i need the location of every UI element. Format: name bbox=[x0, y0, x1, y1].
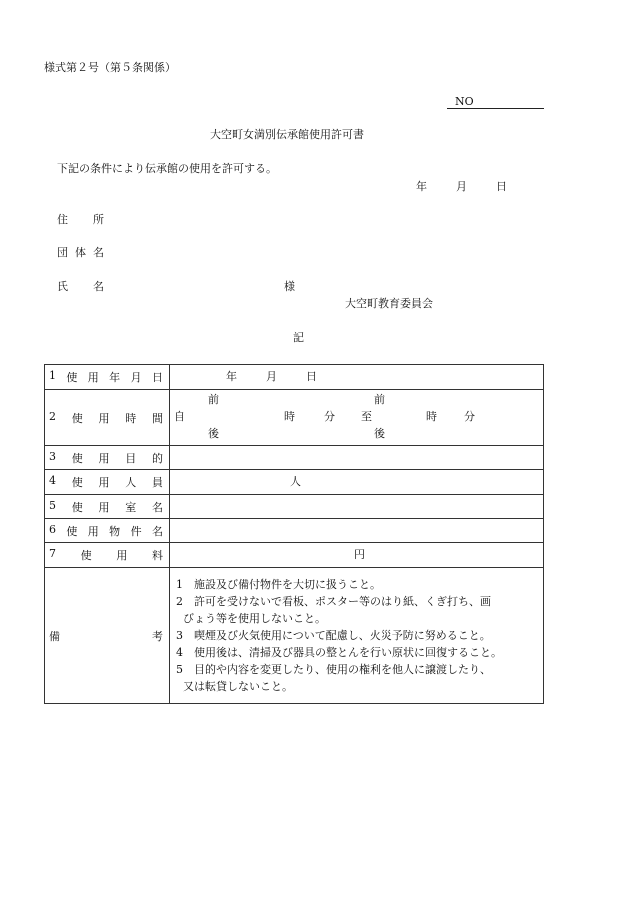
from-minute: 分 bbox=[324, 410, 335, 423]
remark-text-continued: 又は転貸しないこと。 bbox=[183, 680, 293, 693]
remark-item bbox=[176, 576, 537, 593]
label-char: 6 bbox=[49, 522, 56, 536]
remark-number: 1 bbox=[176, 578, 183, 591]
remark-text: 許可を受けないで看板、ポスター等のはり紙、くぎ打ち、画 bbox=[194, 595, 491, 608]
group-label-1: 団 bbox=[57, 246, 68, 259]
remark-item bbox=[176, 593, 537, 627]
issuer: 大空町教育委員会 bbox=[345, 297, 433, 310]
label-char: 員 bbox=[152, 476, 163, 489]
document-title: 大空町女満別伝承館使用許可書 bbox=[210, 128, 364, 141]
label-char: 使 bbox=[71, 476, 83, 489]
name-label-1: 氏 bbox=[57, 280, 68, 293]
label-char: 室 bbox=[125, 500, 137, 514]
remark-text: 施設及び備付物件を大切に扱うこと。 bbox=[194, 578, 381, 591]
to-hour: 時 bbox=[426, 410, 437, 423]
label-char: 年 bbox=[109, 371, 121, 384]
address-label-1: 住 bbox=[57, 213, 68, 226]
value-persons bbox=[170, 470, 544, 495]
remark-text: 目的や内容を変更したり、使用の権利を他人に譲渡したり、 bbox=[194, 663, 491, 676]
label-char: 備 bbox=[49, 629, 60, 643]
from-pm: 後 bbox=[208, 427, 219, 440]
label-char: 7 bbox=[49, 547, 56, 560]
remark-item bbox=[176, 627, 537, 644]
issue-date-month: 月 bbox=[456, 180, 467, 193]
remark-item bbox=[176, 644, 537, 661]
label-char: 名 bbox=[151, 524, 163, 538]
from-hour: 時 bbox=[284, 410, 295, 423]
remark-text-continued: びょう等を使用しないこと。 bbox=[183, 612, 326, 625]
label-char: 件 bbox=[130, 524, 142, 538]
from-am: 前 bbox=[208, 393, 219, 406]
label-date bbox=[45, 365, 170, 390]
label-char: 用 bbox=[98, 411, 110, 425]
label-char: 2 bbox=[49, 409, 56, 423]
label-char: 考 bbox=[152, 629, 163, 643]
label-remarks bbox=[45, 568, 170, 704]
intro-text: 下記の条件により伝承館の使用を許可する。 bbox=[57, 162, 277, 175]
group-label-3: 名 bbox=[93, 246, 104, 259]
honorific: 様 bbox=[284, 280, 295, 293]
issue-date-day: 日 bbox=[496, 180, 507, 193]
label-char: 用 bbox=[98, 500, 110, 514]
label-time bbox=[45, 390, 170, 446]
remark-number: 3 bbox=[176, 629, 183, 642]
value-time bbox=[170, 390, 544, 446]
remark-text: 喫煙及び火気使用について配慮し、火災予防に努めること。 bbox=[194, 629, 491, 642]
value-fee bbox=[170, 543, 544, 568]
label-char: 用 bbox=[98, 476, 110, 489]
label-persons bbox=[45, 470, 170, 495]
label-char: 使 bbox=[71, 500, 83, 514]
label-fee bbox=[45, 543, 170, 568]
label-char: 用 bbox=[116, 549, 128, 562]
no-field-line bbox=[447, 108, 544, 109]
table-row bbox=[45, 568, 544, 704]
permit-table bbox=[44, 364, 544, 704]
label-char: 用 bbox=[87, 524, 99, 538]
label-char: 料 bbox=[151, 549, 163, 562]
label-room bbox=[45, 495, 170, 519]
label-char: 間 bbox=[152, 411, 163, 425]
fee-unit: 円 bbox=[354, 548, 365, 561]
label-char: 用 bbox=[87, 371, 99, 384]
date-year: 年 bbox=[226, 370, 237, 383]
no-label: NO bbox=[455, 95, 474, 108]
label-char: 4 bbox=[49, 474, 56, 487]
label-char: 人 bbox=[125, 476, 137, 489]
table-row bbox=[45, 470, 544, 495]
name-label-2: 名 bbox=[93, 280, 104, 293]
issue-date-year: 年 bbox=[416, 180, 427, 193]
remark-item bbox=[176, 661, 537, 695]
label-char: 月 bbox=[130, 371, 142, 384]
table-row bbox=[45, 519, 544, 543]
table-row bbox=[45, 365, 544, 390]
label-char: 1 bbox=[49, 369, 56, 382]
remark-number: 5 bbox=[176, 663, 183, 676]
from-label: 自 bbox=[174, 410, 185, 423]
table-row bbox=[45, 543, 544, 568]
label-char: 日 bbox=[151, 371, 163, 384]
value-equipment bbox=[170, 519, 544, 543]
remarks-list bbox=[170, 568, 544, 704]
label-char: 時 bbox=[125, 411, 137, 425]
to-minute: 分 bbox=[464, 410, 475, 423]
table-row bbox=[45, 390, 544, 446]
remark-text: 使用後は、清掃及び器具の整とんを行い原状に回復すること。 bbox=[194, 646, 502, 659]
remark-number: 4 bbox=[176, 646, 183, 659]
address-label-2: 所 bbox=[93, 213, 104, 226]
ki-heading: 記 bbox=[293, 331, 304, 344]
label-purpose bbox=[45, 446, 170, 470]
label-char: 5 bbox=[49, 498, 56, 512]
label-char: 3 bbox=[49, 449, 56, 463]
to-pm: 後 bbox=[374, 427, 385, 440]
date-day: 日 bbox=[306, 370, 317, 383]
to-am: 前 bbox=[374, 393, 385, 406]
table-row bbox=[45, 495, 544, 519]
label-equipment bbox=[45, 519, 170, 543]
label-char: 使 bbox=[71, 451, 83, 465]
remark-number: 2 bbox=[176, 595, 183, 608]
value-purpose bbox=[170, 446, 544, 470]
label-char: 名 bbox=[152, 500, 163, 514]
persons-unit: 人 bbox=[290, 475, 301, 488]
form-number: 様式第２号（第５条関係） bbox=[44, 61, 176, 74]
label-char: 使 bbox=[80, 549, 92, 562]
label-char: 使 bbox=[66, 524, 78, 538]
label-char: 的 bbox=[152, 451, 163, 465]
date-month: 月 bbox=[266, 370, 277, 383]
label-char: 使 bbox=[66, 371, 78, 384]
label-char: 用 bbox=[98, 451, 110, 465]
value-room bbox=[170, 495, 544, 519]
label-char: 使 bbox=[71, 411, 83, 425]
table-row bbox=[45, 446, 544, 470]
label-char: 目 bbox=[125, 451, 137, 465]
to-label: 至 bbox=[361, 410, 372, 423]
value-date bbox=[170, 365, 544, 390]
label-char: 物 bbox=[109, 524, 121, 538]
group-label-2: 体 bbox=[75, 246, 86, 259]
